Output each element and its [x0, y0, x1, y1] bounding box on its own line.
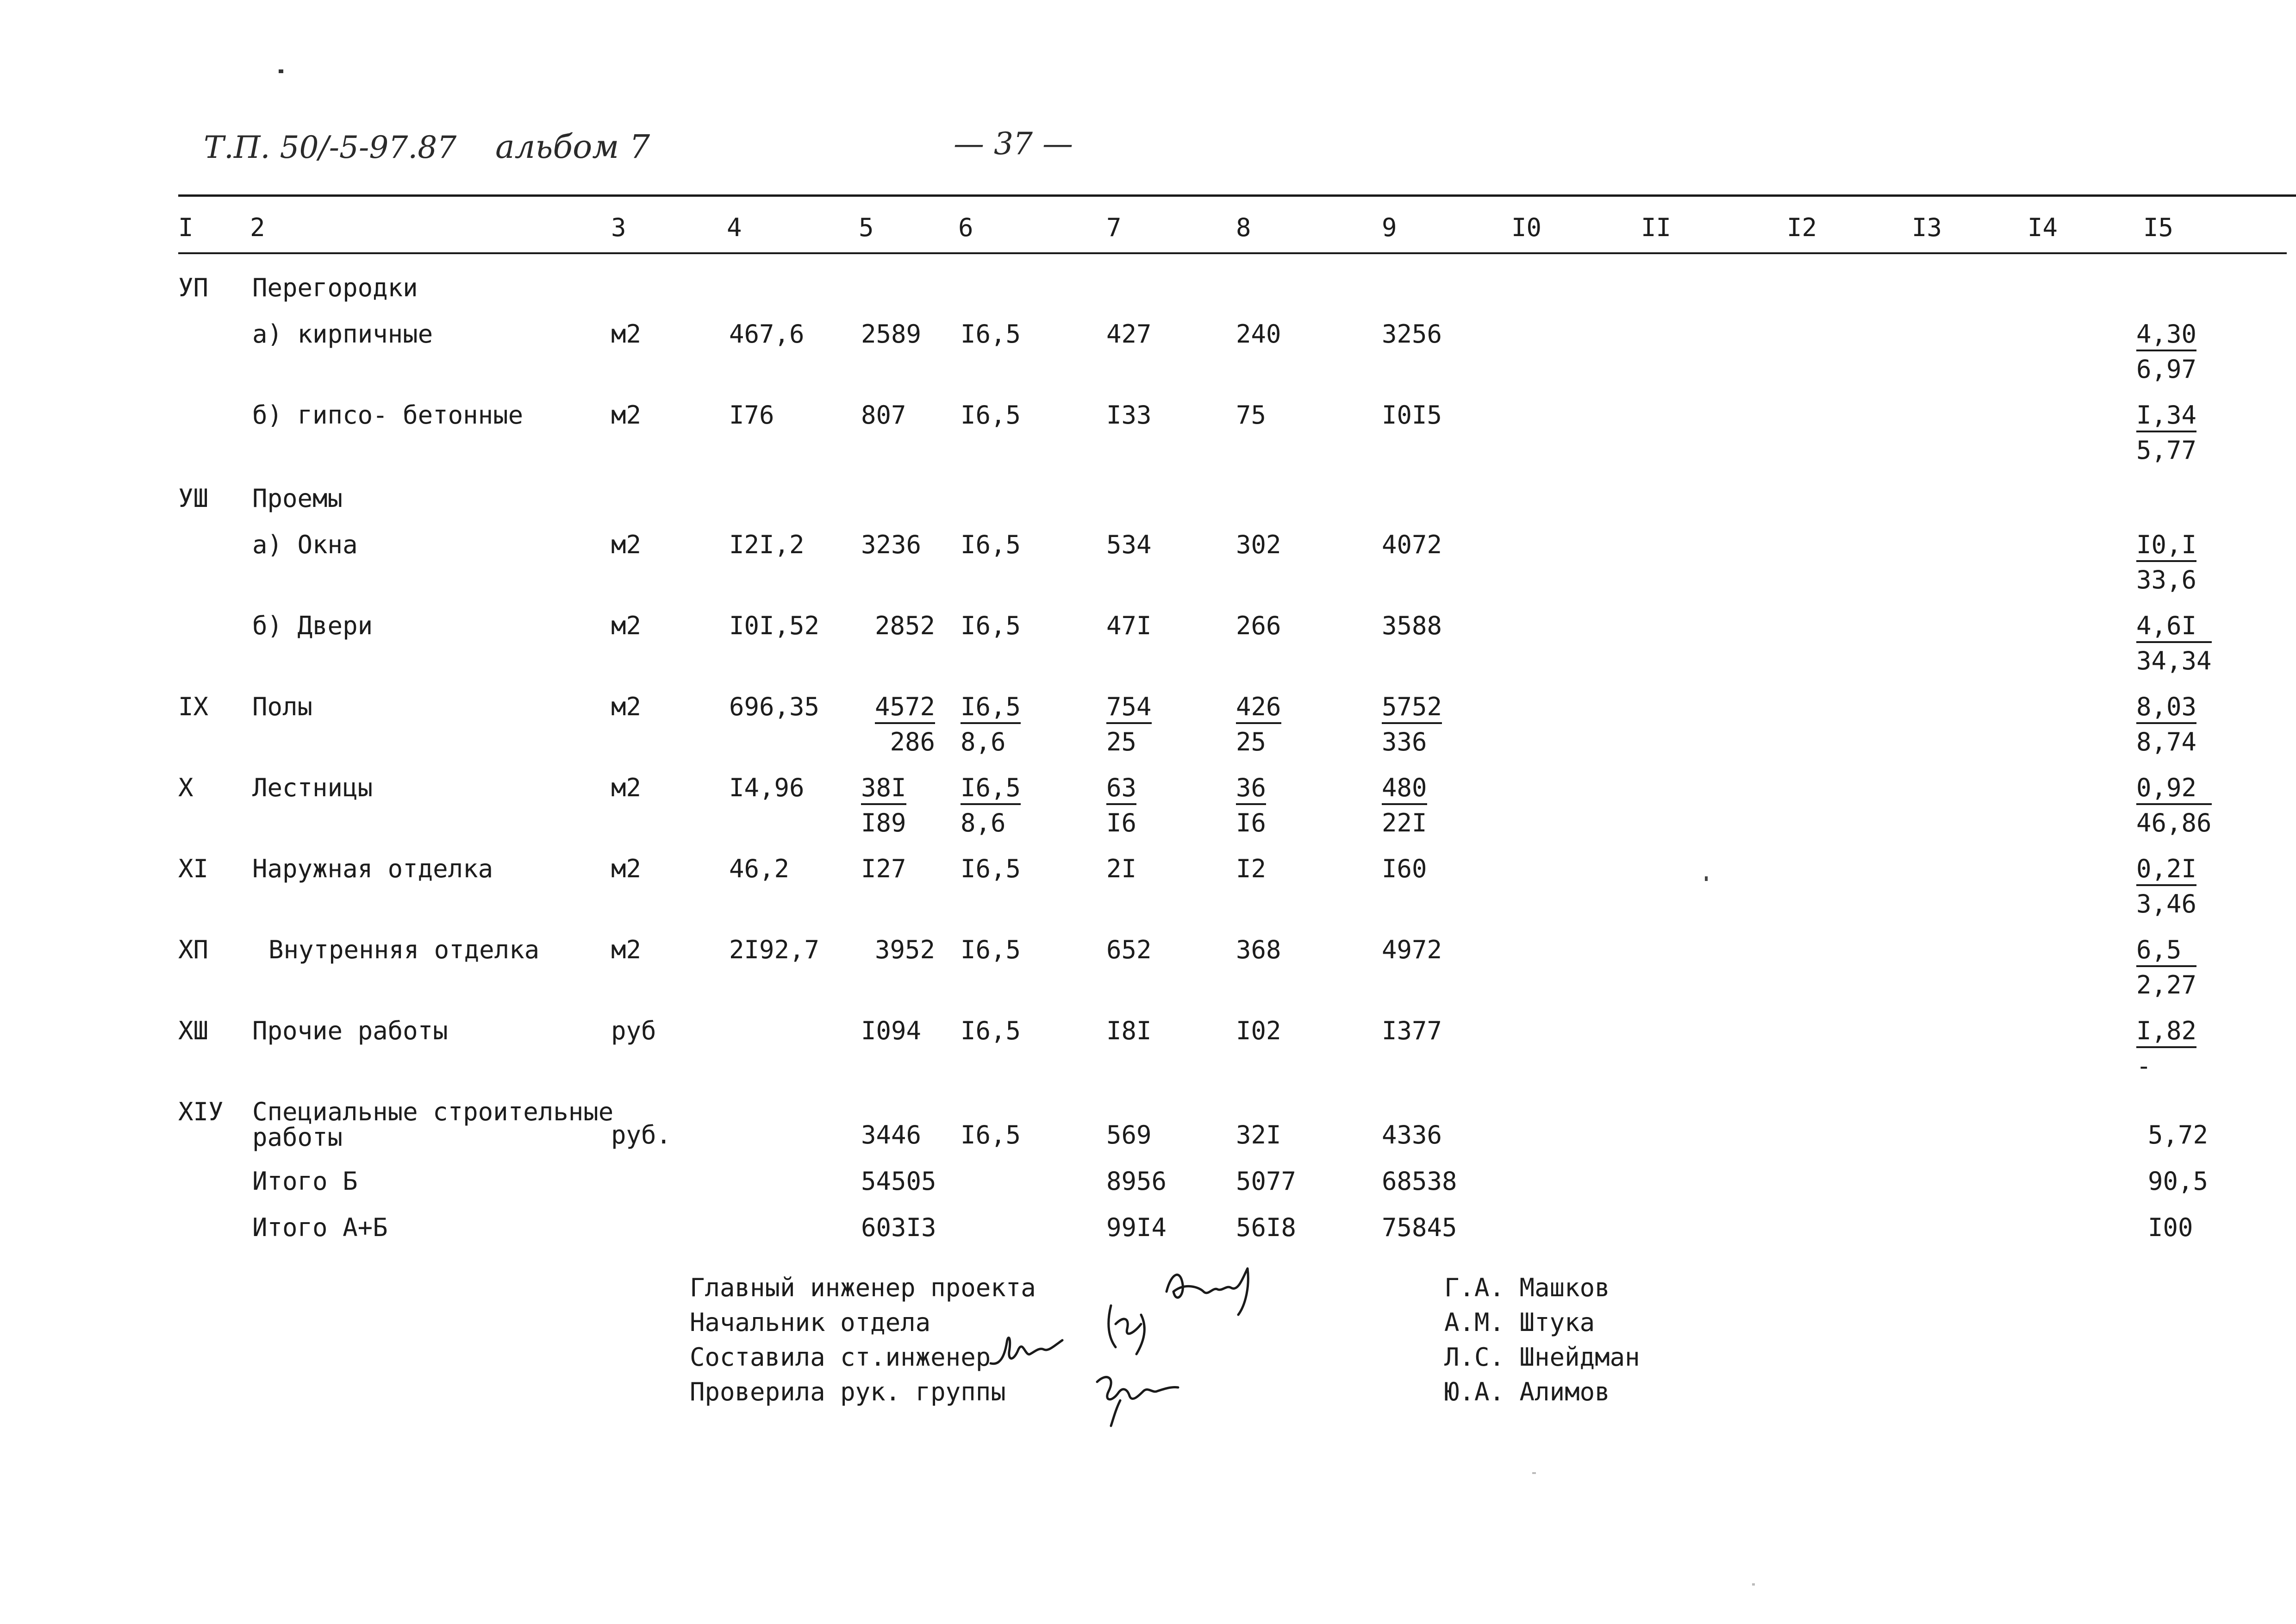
row-name: Лестницы: [252, 773, 373, 802]
fraction-bottom: 25: [1106, 727, 1137, 756]
cell-col7: I33: [1106, 400, 1152, 430]
row-name: Прочие работы: [252, 1016, 448, 1045]
fraction-top: 0,2I: [2136, 856, 2196, 886]
fraction-bottom: 8,74: [2136, 727, 2197, 756]
cell-col4: I0I,52: [729, 611, 820, 640]
fraction-top: 0,92: [2136, 775, 2212, 805]
cell-col8: 56I8: [1236, 1213, 1297, 1242]
cell-col5: 3952: [875, 935, 936, 964]
speck: [1532, 1472, 1536, 1474]
fraction-top: 754: [1106, 694, 1152, 724]
cell-col9: 3256: [1382, 319, 1442, 349]
cell-col8: I2: [1236, 854, 1267, 883]
cell-col8: I02: [1236, 1016, 1281, 1045]
col-header: II: [1641, 213, 1672, 242]
row-name: Проемы: [252, 484, 343, 513]
row-name: а) кирпичные: [252, 319, 433, 349]
fraction-top: I,34: [2136, 403, 2196, 432]
signer-title: Начальник отдела: [690, 1308, 931, 1337]
fraction-top: 36: [1236, 775, 1266, 805]
col-header: I3: [1912, 213, 1942, 242]
row-name: Итого А+Б: [252, 1213, 388, 1242]
fraction-bottom: 33,6: [2136, 565, 2197, 594]
cell-col4: I2I,2: [729, 530, 805, 559]
fraction-top: I6,5: [961, 694, 1021, 724]
fraction-bottom: -: [2136, 1051, 2152, 1081]
cell-col7: 427: [1106, 319, 1152, 349]
row-number: IX: [178, 692, 209, 721]
cell-col8: 368: [1236, 935, 1281, 964]
handwritten-signature: [986, 1329, 1069, 1370]
col-header: I2: [1787, 213, 1817, 242]
row-number: X: [178, 773, 193, 802]
row-number: XIУ: [178, 1097, 224, 1126]
cell-col8: 240: [1236, 319, 1281, 349]
speck: [279, 69, 283, 73]
fraction-bottom: 34,34: [2136, 646, 2212, 675]
cell-col4: 2I92,7: [729, 935, 820, 964]
unit-cell: руб: [611, 1016, 656, 1045]
fraction-top: 8,03: [2136, 694, 2196, 724]
cell-col15: I00: [2148, 1213, 2193, 1242]
col-header: 9: [1382, 213, 1397, 242]
col-header: I4: [2028, 213, 2058, 242]
fraction-top: I6,5: [961, 775, 1021, 805]
row-name: а) Окна: [252, 530, 358, 559]
signer-title: Составила ст.инженер: [690, 1343, 991, 1372]
cell-col8: 32I: [1236, 1120, 1281, 1149]
row-number: УП: [178, 273, 209, 302]
cell-col7: 47I: [1106, 611, 1152, 640]
fraction-bottom: I6: [1106, 808, 1137, 837]
cell-col7: I8I: [1106, 1016, 1152, 1045]
fraction-top: I,82: [2136, 1018, 2196, 1048]
handwritten-signature: [1088, 1363, 1190, 1428]
cell-col4: 46,2: [729, 854, 790, 883]
fraction-top: 5752: [1382, 694, 1442, 724]
cell-col8: 302: [1236, 530, 1281, 559]
cell-col7: 99I4: [1106, 1213, 1167, 1242]
signer-name: Г.А. Машков: [1444, 1273, 1610, 1302]
cell-col6: I6,5: [961, 400, 1021, 430]
cell-col6-fraction: [961, 775, 1021, 836]
cell-col7: 652: [1106, 935, 1152, 964]
col-header: 2: [250, 213, 265, 242]
cell-col9: 75845: [1382, 1213, 1457, 1242]
cell-col5: 2589: [861, 319, 922, 349]
cell-col6: I6,5: [961, 1016, 1021, 1045]
unit-cell: м2: [611, 692, 642, 721]
row-name-line2: работы: [252, 1123, 343, 1152]
cell-col9: I60: [1382, 854, 1427, 883]
cell-col5-fraction: [875, 694, 935, 755]
fraction-bottom: 286: [890, 727, 936, 756]
cell-col8-fraction: [1236, 775, 1266, 836]
cell-col15-fraction: [2136, 775, 2212, 836]
row-number: XI: [178, 854, 209, 883]
cell-col9-fraction: [1382, 775, 1427, 836]
handwritten-signature: [1097, 1296, 1176, 1356]
cell-col4: I4,96: [729, 773, 805, 802]
fraction-bottom: 46,86: [2136, 808, 2212, 837]
row-name: б) гипсо- бетонные: [252, 400, 524, 430]
unit-cell: м2: [611, 611, 642, 640]
fraction-top: 4,6I: [2136, 613, 2212, 643]
unit-cell: м2: [611, 530, 642, 559]
fraction-bottom: I6: [1236, 808, 1267, 837]
cell-col15-fraction: [2136, 532, 2196, 593]
fraction-bottom: 5,77: [2136, 436, 2197, 465]
cell-col15-fraction: [2136, 937, 2196, 998]
col-header: 8: [1236, 213, 1251, 242]
cell-col15: 90,5: [2148, 1167, 2209, 1196]
cell-col8: 5077: [1236, 1167, 1297, 1196]
signer-name: А.М. Штука: [1444, 1308, 1595, 1337]
fraction-top: 63: [1106, 775, 1136, 805]
row-number: XП: [178, 935, 209, 964]
fraction-bottom: I89: [861, 808, 906, 837]
row-name: Итого Б: [252, 1167, 358, 1196]
cell-col9: I377: [1382, 1016, 1442, 1045]
cell-col7: 569: [1106, 1120, 1152, 1149]
col-header: I5: [2143, 213, 2174, 242]
cell-col9: 4072: [1382, 530, 1442, 559]
fraction-bottom: 6,97: [2136, 355, 2197, 384]
album-label: альбом 7: [495, 128, 650, 166]
fraction-bottom: 22I: [1382, 808, 1427, 837]
cell-col5-fraction: [861, 775, 906, 836]
unit-cell: руб.: [611, 1120, 672, 1149]
speck: [1752, 1583, 1755, 1586]
cell-col5: 807: [861, 400, 906, 430]
row-name: б) Двери: [252, 611, 373, 640]
fraction-bottom: 336: [1382, 727, 1427, 756]
header-bottom-rule: [178, 252, 2287, 254]
cell-col6: I6,5: [961, 935, 1021, 964]
cell-col9-fraction: [1382, 694, 1442, 755]
row-number: XШ: [178, 1016, 209, 1045]
cell-col15-fraction: [2136, 613, 2212, 674]
col-header: 5: [859, 213, 874, 242]
fraction-top: 426: [1236, 694, 1281, 724]
cell-col15-fraction: [2136, 400, 2197, 465]
speck: [1705, 876, 1708, 881]
cell-col5: 2852: [875, 611, 936, 640]
cell-col5: 3446: [861, 1120, 922, 1149]
cell-col15-fraction: [2136, 694, 2196, 755]
fraction-top: 4,30: [2136, 322, 2196, 351]
row-name-line1: Специальные строительные: [252, 1097, 614, 1126]
row-name: Полы: [252, 692, 313, 721]
unit-cell: м2: [611, 935, 642, 964]
col-header: I: [178, 213, 193, 242]
page-number: — 37 —: [954, 126, 1073, 162]
signer-title: Главный инженер проекта: [690, 1273, 1036, 1302]
fraction-top: 4572: [875, 694, 935, 724]
cell-col7: 534: [1106, 530, 1152, 559]
cell-col7: 2I: [1106, 854, 1137, 883]
signer-title: Проверила рук. группы: [690, 1377, 1006, 1406]
row-number: УШ: [178, 484, 209, 513]
cell-col6: I6,5: [961, 854, 1021, 883]
col-header: 3: [611, 213, 626, 242]
cell-col15-fraction: [2136, 319, 2197, 384]
cell-col15-fraction: [2136, 1018, 2196, 1079]
cell-col4: 467,6: [729, 319, 805, 349]
cell-col5: I27: [861, 854, 906, 883]
fraction-bottom: 25: [1236, 727, 1267, 756]
row-name: Наружная отделка: [252, 854, 493, 883]
cell-col8: 266: [1236, 611, 1281, 640]
document-reference: Т.П. 50/-5-97.87: [204, 130, 457, 165]
cell-col5: 603I3: [861, 1213, 936, 1242]
cell-col7: 8956: [1106, 1167, 1167, 1196]
unit-cell: м2: [611, 319, 642, 349]
cell-col4: I76: [729, 400, 774, 430]
fraction-top: 6,5: [2136, 937, 2196, 967]
fraction-bottom: 8,6: [961, 727, 1006, 756]
cell-col5: 54505: [861, 1167, 936, 1196]
cell-col7-fraction: [1106, 694, 1152, 755]
fraction-bottom: 3,46: [2136, 889, 2197, 918]
signer-name: Л.С. Шнейдман: [1444, 1343, 1640, 1372]
col-header: 7: [1106, 213, 1122, 242]
cell-col6: I6,5: [961, 530, 1021, 559]
col-header: I0: [1511, 213, 1542, 242]
fraction-bottom: 2,27: [2136, 970, 2197, 999]
cell-col5: I094: [861, 1016, 922, 1045]
col-header: 4: [727, 213, 742, 242]
cell-col6: I6,5: [961, 611, 1021, 640]
cell-col4: 696,35: [729, 692, 820, 721]
cell-col9: 4336: [1382, 1120, 1442, 1149]
cell-col9: 3588: [1382, 611, 1442, 640]
row-name: Внутренняя отделка: [268, 935, 540, 964]
table-top-rule: [178, 194, 2296, 197]
unit-cell: м2: [611, 773, 642, 802]
col-header: 6: [958, 213, 973, 242]
cell-col9: 4972: [1382, 935, 1442, 964]
cell-col8: 75: [1236, 400, 1267, 430]
fraction-top: 480: [1382, 775, 1427, 805]
signer-name: Ю.А. Алимов: [1444, 1377, 1610, 1406]
fraction-top: I0,I: [2136, 532, 2196, 562]
unit-cell: м2: [611, 400, 642, 430]
fraction-top: 38I: [861, 775, 906, 805]
cell-col6: I6,5: [961, 319, 1021, 349]
unit-cell: м2: [611, 854, 642, 883]
cell-col15-fraction: [2136, 856, 2196, 917]
cell-col9: I0I5: [1382, 400, 1442, 430]
fraction-bottom: 8,6: [961, 808, 1006, 837]
cell-col6: I6,5: [961, 1120, 1021, 1149]
cell-col6-fraction: [961, 694, 1021, 755]
row-name: Перегородки: [252, 273, 418, 302]
cell-col9: 68538: [1382, 1167, 1457, 1196]
cell-col7-fraction: [1106, 775, 1136, 836]
cell-col8-fraction: [1236, 694, 1281, 755]
cell-col15: 5,72: [2148, 1120, 2209, 1149]
cell-col5: 3236: [861, 530, 922, 559]
